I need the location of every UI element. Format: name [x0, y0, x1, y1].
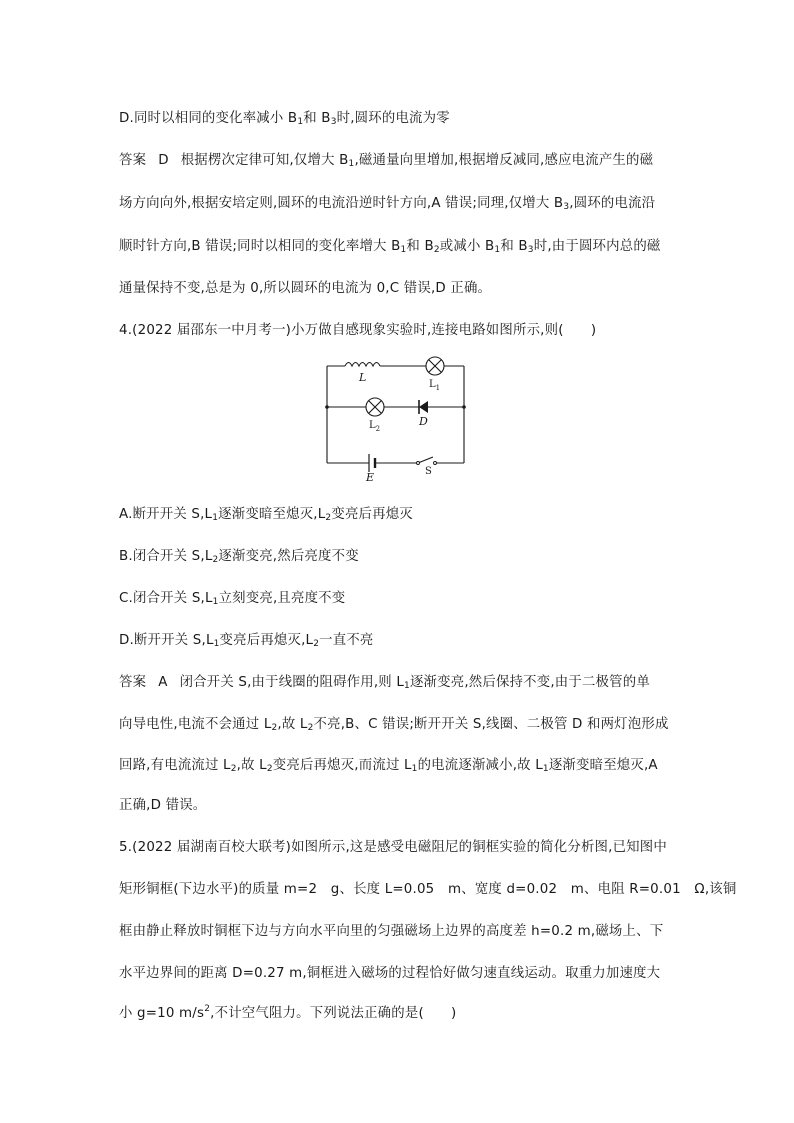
answer-letter: A	[158, 675, 168, 690]
q3-answer-line-4: 通量保持不变,总是为 0,所以圆环的电流为 0,C 错误,D 正确。	[119, 281, 492, 296]
q4-option-a: A.断开开关 $S,L_1$逐渐变暗至熄灭$,L_2$变亮后再熄灭	[119, 507, 413, 523]
junction-dot	[462, 405, 466, 409]
inductor-coil	[345, 363, 380, 367]
junction-dot	[325, 405, 329, 409]
label-switch: S	[425, 466, 432, 477]
answer-label: 答案	[119, 675, 147, 690]
q5-stem-line-5: 小 g=10 $m/s^2$,不计空气阻力。下列说法正确的是( )	[119, 1004, 457, 1021]
q4-answer-line-4: 正确,D 错误。	[119, 798, 207, 813]
q4-stem: 4.(2022 届邵东一中月考一)小万做自感现象实验时,连接电路如图所示,则( )	[119, 323, 597, 338]
q3-answer-line-1: 答案 D 根据楞次定律可知,仅增大 $B_1$,磁通量向里增加,根据增反减同,感应电流产生的磁	[119, 153, 654, 169]
diode-symbol	[419, 401, 428, 413]
label-battery: E	[366, 471, 375, 484]
q4-option-b: B.闭合开关 $S,L_2$逐渐变亮,然后亮度不变	[119, 549, 359, 565]
label-inductor: L	[359, 371, 367, 384]
label-diode: D	[419, 415, 428, 428]
q4-option-d: D.断开开关 $S,L_1$变亮后再熄灭$,L_2$一直不亮	[119, 633, 374, 649]
q5-stem-line-1: 5.(2022 届湖南百校大联考)如图所示,这是感受电磁阻尼的铜框实验的简化分析图,已知图中	[119, 840, 667, 855]
q3-answer-line-3: 顺时针方向,B 错误;同时以相同的变化率增大 $B_1$和 $B_2$或减小 $B_1$和 $B_3$时,由于圆环内总的磁	[119, 239, 661, 255]
switch-blade	[418, 457, 433, 463]
answer-letter: D	[158, 153, 169, 168]
circuit-diagram	[315, 347, 475, 487]
q4-answer-line-3: 回路,有电流流过 $L_2$,故 $L_2$变亮后再熄灭,而流过 $L_1$的电流逐渐减小,故 $L_1$逐渐变暗至熄灭,A	[119, 758, 658, 774]
label-l1: $L_1$	[429, 379, 441, 392]
q4-answer-line-2: 向导电性,电流不会通过 $L_2$,故 $L_2$不亮,B、C 错误;断开开关 S,线圈、二极管 D 和两灯泡形成	[119, 717, 669, 733]
q4-option-c: C.闭合开关 $S,L_1$立刻变亮,且亮度不变	[119, 591, 346, 607]
answer-label: 答案	[119, 153, 147, 168]
q5-stem-line-3: 框由静止释放时铜框下边与方向水平向里的匀强磁场上边界的高度差 h=0.2 m,磁场上、下	[119, 924, 664, 939]
q3-answer-line-2: 场方向向外,根据安培定则,圆环的电流沿逆时针方向,A 错误;同理,仅增大 $B_3$,圆环的电流沿	[119, 196, 656, 212]
label-l2: $L_2$	[369, 420, 381, 433]
q3-option-d: D.同时以相同的变化率减小 $B_1$和 $B_3$时,圆环的电流为零	[119, 111, 450, 127]
q5-stem-line-2: 矩形铜框(下边水平)的质量 m=2 g、长度 L=0.05 m、宽度 d=0.02 m、电阻 R=0.01 Ω,该铜	[119, 882, 737, 897]
q4-answer-line-1: 答案 A 闭合开关 S,由于线圈的阻碍作用,则 $L_1$逐渐变亮,然后保持不变,由于二极管的单	[119, 675, 650, 691]
q5-stem-line-4: 水平边界间的距离 D=0.27 m,铜框进入磁场的过程恰好做匀速直线运动。取重力加速度大	[119, 966, 661, 981]
